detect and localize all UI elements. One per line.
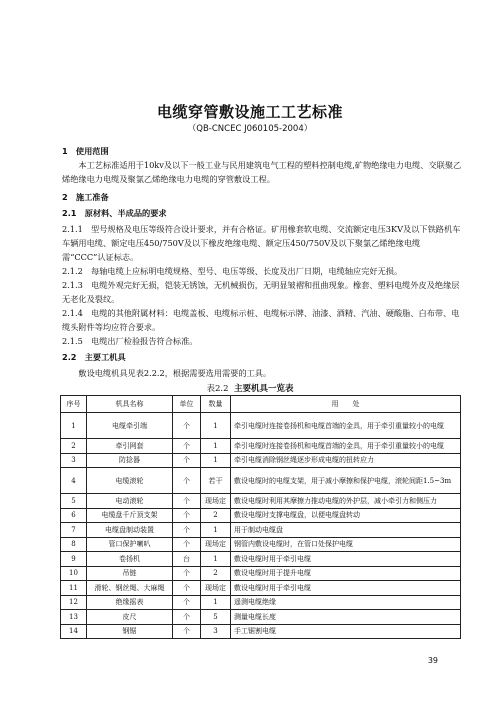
header-quantity: 数量 [201,396,231,413]
cell-unit: 个 [173,413,201,439]
cell-tool-name: 电缆牵引端 [87,413,173,439]
cell-usage: 测量电缆长度 [231,610,461,625]
document-title: 电缆穿管敷设施工工艺标准 [156,103,343,121]
header-unit: 单位 [173,396,201,413]
cell-quantity: 1 [201,413,231,439]
section-2-1-heading: 2.1 原材料、半成品的要求 [62,208,167,218]
table-row [61,453,461,468]
cell-quantity: 5 [201,610,231,625]
page-number: 39 [427,656,438,665]
cell-quantity: 3 [201,624,231,639]
cell-unit: 个 [173,439,201,454]
cell-tool-name: 电缆盘千斤顶支架 [87,508,173,523]
cell-tool-name: 防捻器 [87,453,173,468]
cell-tool-name: 吊链 [87,566,173,581]
cell-index: 7 [61,523,87,538]
table-row [61,537,461,552]
cell-index: 12 [61,595,87,610]
table-row [61,413,461,439]
table-caption-number: 表2.2 [206,384,229,394]
table-row [61,552,461,567]
cell-usage: 用于制动电缆盘 [231,523,461,538]
cell-tool-name: 电动滚轮 [87,494,173,509]
table-row [61,595,461,610]
header-index: 序号 [61,396,87,413]
cell-tool-name: 钢锯 [87,624,173,639]
cell-quantity: 若干 [201,468,231,494]
cell-index: 8 [61,537,87,552]
section-2-2-heading: 2.2 主要工机具 [62,352,126,362]
table-row [61,468,461,494]
cell-unit: 个 [173,595,201,610]
cell-quantity: 1 [201,523,231,538]
header-usage: 用 处 [231,396,461,413]
section-2-1-1: 2.1.1 型号规格及电压等级符合设计要求，并有合格证。矿用橡套软电缆、交流额定电压3KV及以下铁路机车车辆用电缆、额定电压450/750V及以下橡皮绝缘电缆、额定压450/750V及以下聚氯乙烯绝缘电缆需“CCC”认证标志。 [62,224,461,262]
table-row [61,566,461,581]
cell-usage: 手工锯割电缆 [231,624,461,639]
standard-number: （QB-CNCEC J060105-2004） [187,124,313,134]
cell-tool-name: 卷扬机 [87,552,173,567]
cell-usage: 敷设电缆时用于牵引电缆 [231,581,461,596]
cell-quantity: 2 [201,508,231,523]
cell-usage: 牵引电缆时连接卷扬机和电缆首端的金具，用于牵引重量较小的电缆 [231,439,461,454]
section-1-text: 本工艺标准适用于10kv及以下一般工业与民用建筑电气工程的塑料控制电缆,矿物绝缘电力电缆、交联聚乙烯绝缘电力电缆及聚氯乙烯绝缘电力电缆的穿管敷设工程。 [62,160,462,184]
cell-quantity: 1 [201,552,231,567]
cell-index: 5 [61,494,87,509]
cell-unit: 个 [173,453,201,468]
cell-quantity: 现场定 [201,537,231,552]
cell-tool-name: 电缆盘制动装置 [87,523,173,538]
cell-index: 9 [61,552,87,567]
cell-unit: 个 [173,624,201,639]
cell-tool-name: 电缆滚轮 [87,468,173,494]
cell-index: 11 [61,581,87,596]
cell-unit: 个 [173,566,201,581]
cell-unit: 个 [173,581,201,596]
cell-quantity: 2 [201,566,231,581]
cell-quantity: 现场定 [201,494,231,509]
table-row [61,439,461,454]
cell-quantity: 1 [201,453,231,468]
cell-quantity: 现场定 [201,581,231,596]
table-row [61,523,461,538]
cell-usage: 牵引电缆时连接卷扬机和电缆首端的金具，用于牵引重量较小的电缆 [231,413,461,439]
section-1-heading: 1 使用范围 [62,146,109,156]
table-row [61,581,461,596]
table-header-row [61,396,461,413]
table-caption [0,382,500,394]
cell-usage: 牵引电缆消除钢丝绳逐步形成电缆的扭转应力 [231,453,461,468]
cell-unit: 个 [173,523,201,538]
cell-usage: 敷设电缆时用于牵引电缆 [231,552,461,567]
cell-tool-name: 绝缘摇表 [87,595,173,610]
cell-index: 4 [61,468,87,494]
section-2-2-text: 敷设电缆机具见表2.2.2，根据需要选用需要的工具。 [78,368,272,378]
section-2-heading: 2 施工准备 [62,192,109,202]
section-2-1-4: 2.1.4 电缆的其他附属材料：电缆盖板、电缆标示桩、电缆标示牌、油漆、酒精、汽油、硬酸脂、白布带、电缆头附件等均应符合要求。 [62,308,460,332]
cell-index: 10 [61,566,87,581]
cell-unit: 个 [173,468,201,494]
section-2-1-3: 2.1.3 电缆外观完好无损，铠装无锈蚀，无机械损伤，无明显皱褶和扭曲现象。橡套、塑料电缆外皮及绝缘层无老化及裂纹。 [62,280,460,304]
cell-unit: 个 [173,610,201,625]
cell-tool-name: 牵引网套 [87,439,173,454]
section-2-1-5: 2.1.5 电缆出厂检验报告符合标准。 [62,336,198,346]
table-caption-title: 主要机具一览表 [233,384,294,394]
cell-usage: 敷设电缆时利用其摩擦力推动电缆的外护层，减小牵引力和侧压力 [231,494,461,509]
tools-table [60,395,461,639]
table-row [61,610,461,625]
cell-index: 13 [61,610,87,625]
cell-usage: 敷设电缆时用于提升电缆 [231,566,461,581]
header-tool-name: 机具名称 [87,396,173,413]
cell-index: 3 [61,453,87,468]
cell-unit: 个 [173,508,201,523]
cell-unit: 个 [173,537,201,552]
cell-usage: 钢管内敷设电缆时，在管口处保护电缆 [231,537,461,552]
cell-tool-name: 皮尺 [87,610,173,625]
cell-usage: 敷设电缆时的电缆支架，用于减小摩擦和保护电缆，滚轮间距1.5~3m [231,468,461,494]
cell-tool-name: 滑轮、钢丝绳、大麻绳 [87,581,173,596]
cell-index: 2 [61,439,87,454]
cell-tool-name: 管口保护喇叭 [87,537,173,552]
cell-usage: 敷设电缆时支撑电缆盘，以便电缆盘转动 [231,508,461,523]
table-row [61,508,461,523]
cell-unit: 台 [173,552,201,567]
cell-quantity: 1 [201,439,231,454]
cell-index: 1 [61,413,87,439]
table-row [61,494,461,509]
cell-usage: 遥测电缆绝缘 [231,595,461,610]
cell-index: 6 [61,508,87,523]
cell-quantity: 1 [201,595,231,610]
cell-unit: 个 [173,494,201,509]
cell-index: 14 [61,624,87,639]
section-2-1-2: 2.1.2 每轴电缆上应标明电缆规格、型号、电压等级、长度及出厂日期，电缆轴应完好无损。 [62,266,403,276]
table-row [61,624,461,639]
